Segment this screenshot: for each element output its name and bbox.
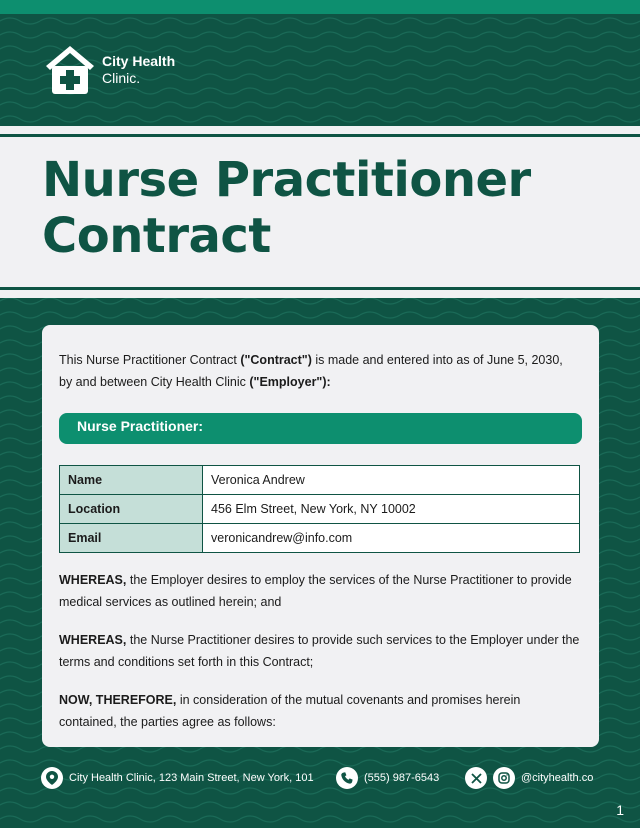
footer xyxy=(0,762,640,798)
clause-text: the Nurse Practitioner desires to provide such services to the Employer under the terms and conditions set forth in this Contract; xyxy=(59,633,580,669)
table-row xyxy=(60,524,580,553)
location-value: 456 Elm Street, New York, NY 10002 xyxy=(203,495,580,524)
instagram-icon[interactable] xyxy=(493,767,515,789)
name-label: Name xyxy=(60,466,203,495)
brand-logo xyxy=(44,44,175,96)
table-row xyxy=(60,466,580,495)
brand-name: City Health xyxy=(102,53,176,69)
footer-social xyxy=(465,767,593,789)
intro-contract-term: ("Contract") xyxy=(240,353,312,367)
name-value: Veronica Andrew xyxy=(203,466,580,495)
clause-lead: WHEREAS, xyxy=(59,633,127,647)
section-heading-nurse-practitioner: Nurse Practitioner: xyxy=(59,413,582,444)
contract-card xyxy=(42,325,599,747)
address-text: City Health Clinic, 123 Main Street, New York, 101 xyxy=(69,772,314,784)
social-handle: @cityhealth.co xyxy=(521,772,594,784)
intro-text-1: This Nurse Practitioner Contract xyxy=(59,353,241,367)
email-label: Email xyxy=(60,524,203,553)
clause-text: in consideration of the mutual covenants and promises herein contained, the parties agree as follows: xyxy=(59,693,521,729)
x-logo-icon[interactable] xyxy=(465,767,487,789)
page-number: 1 xyxy=(616,802,624,818)
location-label: Location xyxy=(60,495,203,524)
intro-paragraph xyxy=(59,349,579,393)
whereas-clause-2 xyxy=(59,629,580,673)
top-accent-strip xyxy=(0,0,640,14)
phone-text: (555) 987-6543 xyxy=(364,772,440,784)
intro-employer-term: ("Employer"): xyxy=(249,375,331,389)
phone-icon xyxy=(336,767,358,789)
title-band xyxy=(0,126,640,298)
email-value: veronicandrew@info.com xyxy=(203,524,580,553)
location-pin-icon xyxy=(41,767,63,789)
brand-subtitle: Clinic. xyxy=(102,70,141,86)
clause-text: the Employer desires to employ the services of the Nurse Practitioner to provide medical services as outlined herein; and xyxy=(59,573,572,609)
intro-text-2: is made and entered into as of June 5, 2030, by and between City Health Clinic xyxy=(59,353,563,389)
footer-phone xyxy=(336,767,439,789)
table-row xyxy=(60,495,580,524)
clause-lead: WHEREAS, xyxy=(59,573,127,587)
therefore-clause xyxy=(59,689,580,733)
footer-address xyxy=(41,767,314,789)
page-title: Nurse Practitioner Contract xyxy=(42,152,531,264)
clinic-house-icon xyxy=(44,44,96,96)
practitioner-details-table xyxy=(59,465,580,553)
clause-lead: NOW, THEREFORE, xyxy=(59,693,177,707)
header xyxy=(0,14,640,126)
whereas-clause-1 xyxy=(59,569,580,613)
